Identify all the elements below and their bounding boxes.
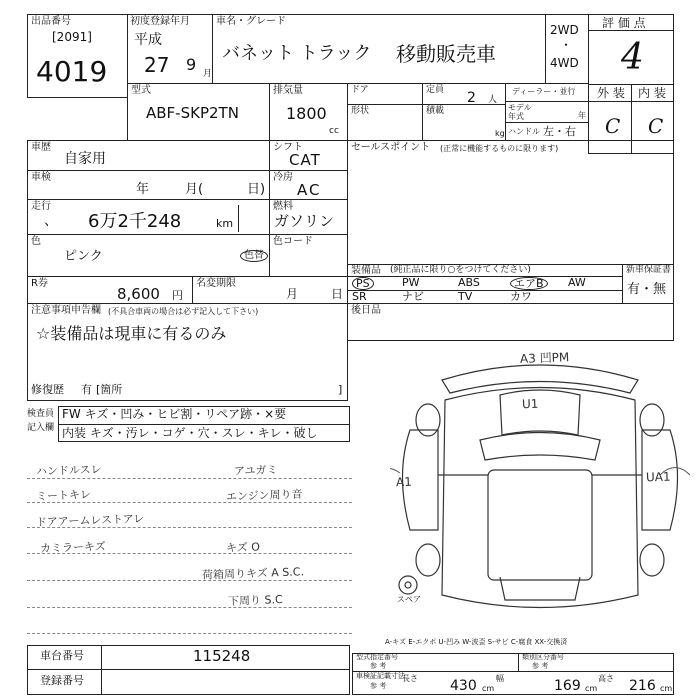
inspector-row-1: FW キズ・凹み・ヒビ割・リペア跡・×要 [62, 407, 287, 421]
lot-label: 出品番号 [31, 16, 71, 27]
reg-month: 9 [186, 55, 197, 74]
score-divider [588, 30, 674, 31]
handle-value: 左・右 [543, 125, 576, 138]
equipment-item-circled: エアB [510, 277, 548, 290]
equipment-item: ABS [458, 276, 480, 289]
vehicle-sub: 参 考 [370, 682, 387, 690]
exterior-grade: C [605, 114, 621, 138]
note-right-2: エンジン周り音 [225, 487, 303, 504]
mileage-unit: km [216, 217, 234, 230]
width-label: 幅 [496, 674, 504, 683]
recycle-box [27, 276, 193, 304]
vehicle-label: 車検証記載寸法 [356, 672, 405, 680]
repair-bracket: [箇所 [96, 383, 123, 396]
inspection-day: 日) [247, 182, 266, 197]
ac-label: 冷房 [273, 172, 293, 183]
inspector-divider [58, 424, 350, 425]
reg-month-unit: 月 [203, 69, 213, 79]
equipment-item: PW [402, 276, 420, 289]
width-unit: cm [585, 684, 598, 693]
score-value: 4 [621, 37, 644, 78]
shape-label: 形状 [351, 106, 370, 116]
fuel-label: 燃料 [273, 201, 293, 212]
diagram-label-top: A3 凹PM [519, 350, 570, 366]
kg-unit: kg [495, 129, 505, 138]
warranty-value: 有・無 [627, 282, 667, 297]
equipment-row-divider-2 [347, 290, 623, 291]
height-unit: cm [660, 684, 673, 693]
diagram-label-left: A1 [395, 474, 413, 490]
inspection-year: 年 [136, 182, 150, 197]
equipment-item: TV [458, 290, 473, 303]
sales-point-small: (正常に機能するものに限ります) [440, 144, 559, 153]
chassis-label: 車台番号 [40, 649, 84, 662]
drive-2wd: 2WD [550, 23, 579, 37]
note-left-3: ドアアームレストアレ [35, 512, 145, 529]
notes-label-small: (不具合車両の場合は必ず記入して下さい) [108, 307, 259, 316]
spare-label: スペア [397, 595, 421, 604]
note-right-1: アユガミ [233, 463, 278, 478]
type-box [352, 653, 674, 672]
recycle-value: 8,600 [117, 285, 160, 303]
note-right-5: 下周り S.C [227, 593, 283, 608]
score-label: 評 価 点 [602, 16, 646, 30]
equipment-small: (純正品に限り○をつけてください) [390, 265, 531, 275]
capacity-value: 2 [467, 90, 476, 106]
model-value: ABF-SKP2TN [146, 104, 239, 122]
equipment-item [510, 277, 548, 290]
warranty-label: 新車保証書 [626, 265, 672, 275]
usage-label: 車歴 [31, 142, 51, 153]
recycle-unit: 円 [172, 289, 183, 302]
interior-grade: C [648, 114, 664, 138]
fuel-value: ガソリン [274, 212, 335, 230]
model-year-label-1: モデル [508, 103, 532, 112]
repair-end: ] [338, 383, 343, 396]
equipment-item [352, 277, 374, 290]
name-change-month: 月 [286, 287, 299, 301]
inspector-row-2: 内装 キズ・汚レ・コゲ・穴・スレ・キレ・破し [62, 426, 318, 440]
color-value: ピンク [64, 249, 103, 264]
cc-unit: cc [329, 126, 339, 136]
sales-point-box [347, 140, 674, 265]
displacement-label: 排気量 [273, 85, 303, 96]
writing-line [27, 478, 352, 479]
equipment-item: ナビ [402, 290, 424, 303]
after-box [347, 303, 674, 341]
type-sub: 参 考 [370, 662, 387, 670]
model-year-unit: 年 [578, 111, 586, 120]
notes-label: 注意事項申告欄 [31, 305, 101, 316]
era: 平成 [134, 32, 162, 48]
name-change-day: 日 [331, 287, 344, 301]
drive-4wd: 4WD [550, 56, 579, 70]
lot-sub: [2091] [52, 30, 92, 44]
displacement-value: 1800 [286, 104, 327, 123]
mileage-unit-divider [238, 205, 239, 232]
equipment-label: 装備品 [351, 265, 381, 276]
note-right-3: キズ O [225, 540, 261, 555]
note-left-2: ミートキレ [35, 488, 92, 503]
mileage-mark: 、 [44, 213, 58, 229]
drive-dot: ・ [560, 38, 573, 52]
recycle-label: R券 [31, 278, 48, 289]
equipment-item: SR [352, 290, 367, 303]
chassis-number: 115248 [193, 647, 251, 665]
length-label: 長さ [402, 674, 418, 683]
repair-value: 有 [81, 383, 92, 396]
inspector-label-2: 記入欄 [27, 423, 55, 433]
class-sub: 参 考 [532, 662, 549, 670]
height-value: 216 [629, 678, 656, 694]
car-name: バネット トラック [222, 43, 372, 64]
grade-divider-2 [588, 101, 674, 102]
ac-value: AC [297, 181, 322, 199]
door-label: ドア [351, 85, 369, 95]
diagram-label-roof: U1 [521, 396, 539, 412]
load-label: 積載 [426, 106, 445, 116]
color-change [240, 250, 268, 262]
writing-line [27, 580, 352, 581]
first-reg-label: 初度登録年月 [130, 16, 190, 27]
handle-label: ハンドル [508, 127, 540, 136]
notes-box [27, 303, 348, 401]
diagram-legend: A-キズ E-エクボ U-凹み W-波歪 S-サビ C-腐食 XX-交換済 [385, 638, 568, 646]
name-change-label: 名変期限 [196, 278, 236, 289]
door-divider [347, 104, 423, 105]
length-value: 430 [450, 678, 477, 694]
color-label: 色 [31, 236, 41, 247]
shift-value: CAT [289, 151, 321, 169]
inspection-month: 月( [185, 182, 204, 197]
repair-label: 修復歴 [31, 383, 64, 396]
height-label: 高さ [598, 674, 614, 683]
equipment-item-circled: PS [352, 277, 374, 290]
dealer-divider [505, 101, 589, 102]
inspection-label: 車検 [31, 172, 51, 183]
dealer-divider-2 [505, 122, 589, 123]
type-label: 型式指定番号 [356, 653, 398, 661]
inspector-label-1: 検査員 [27, 409, 55, 419]
sales-point-label: セールスポイント [351, 142, 431, 153]
after-label: 後日品 [351, 305, 381, 316]
note-left-4: カミラーキズ [39, 539, 107, 556]
class-label: 類別区分番号 [522, 653, 564, 661]
notes-content: ☆装備品は現車に有るのみ [36, 324, 227, 343]
mileage-value: 6万2千248 [88, 211, 182, 232]
note-right-4: 荷箱周りキズ A S.C. [201, 565, 305, 582]
interior-label: 内 装 [638, 86, 666, 100]
car-name-label: 車名・グレード [216, 16, 286, 27]
reg-year: 27 [144, 53, 170, 77]
equipment-item: カワ [510, 290, 532, 303]
length-unit: cm [482, 684, 495, 693]
color-code-label: 色コード [273, 236, 313, 247]
diagram-label-right: UA1 [645, 469, 671, 485]
capacity-unit: 人 [488, 95, 498, 105]
writing-line [27, 633, 352, 634]
mileage-label: 走行 [31, 201, 51, 212]
vehicle-diagram [390, 345, 690, 635]
color-change-oval: 色替 [240, 250, 268, 262]
capacity-divider [422, 104, 506, 105]
writing-line [27, 607, 352, 608]
model-year-label-2: 年式 [508, 112, 524, 121]
equipment-item: AW [568, 276, 586, 289]
reg-label: 登録番号 [40, 674, 84, 687]
width-value: 169 [554, 678, 581, 694]
note-left-1: ハンドルスレ [35, 462, 102, 479]
exterior-label: 外 装 [597, 86, 625, 100]
car-grade: 移動販売車 [396, 42, 496, 66]
capacity-label: 定員 [426, 85, 445, 95]
lot-number: 4019 [36, 55, 108, 88]
shift-label: シフト [273, 142, 303, 153]
model-label: 型式 [131, 85, 151, 96]
dealer-label: ディーラー・並行 [512, 87, 576, 96]
usage-value: 自家用 [64, 151, 106, 167]
type-vdivider [518, 653, 519, 672]
